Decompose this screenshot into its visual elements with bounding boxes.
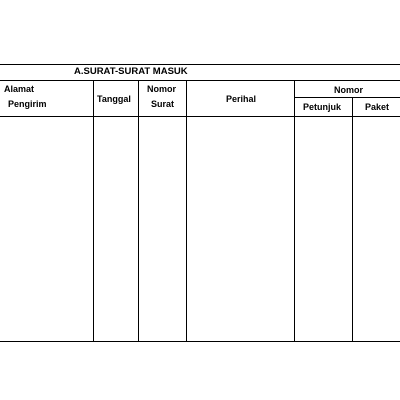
nomor-group-separator (294, 97, 400, 98)
header-bottom-border (0, 116, 400, 117)
column-divider-alamat-tanggal (93, 80, 94, 342)
column-divider-petunjuk-paket (352, 97, 353, 342)
column-header-perihal: Perihal (226, 94, 257, 104)
column-header-petunjuk: Petunjuk (303, 102, 342, 112)
column-divider-tanggal-nomor-surat (138, 80, 139, 342)
column-header-nomor-group: Nomor (334, 85, 363, 95)
column-header-nomor-surat-line1: Nomor (147, 84, 176, 94)
column-header-alamat-line2: Pengirim (8, 99, 47, 109)
column-divider-nomor-surat-perihal (186, 80, 187, 342)
column-divider-perihal-nomor (294, 80, 295, 342)
table-bottom-border (0, 341, 400, 342)
table-top-border (0, 64, 400, 65)
column-header-alamat-line1: Alamat (4, 84, 35, 94)
form-title: A.SURAT-SURAT MASUK (74, 66, 188, 77)
column-header-tanggal: Tanggal (97, 94, 131, 104)
column-header-nomor-surat-line2: Surat (151, 99, 175, 109)
title-separator (0, 80, 400, 81)
column-header-paket: Paket (365, 102, 390, 112)
